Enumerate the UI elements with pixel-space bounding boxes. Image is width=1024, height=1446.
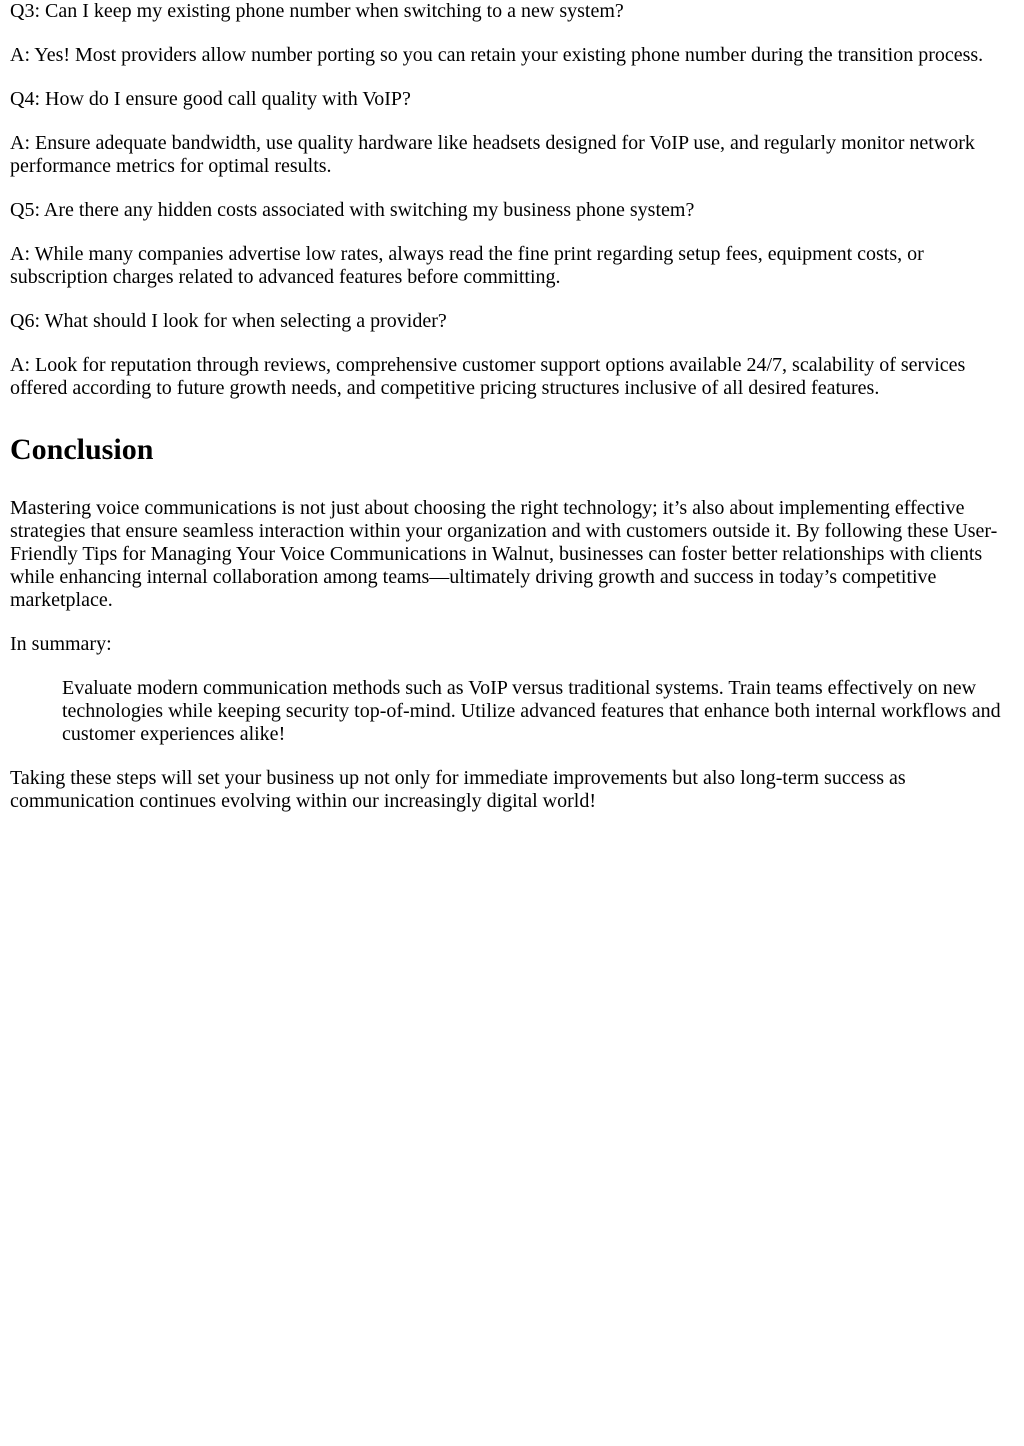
faq-question-3: Q3: Can I keep my existing phone number when switching to a new system? xyxy=(10,0,624,22)
faq-answer-4: A: Ensure adequate bandwidth, use quality hardware like headsets designed for VoIP use, and regularly monitor network performance metrics for optimal results. xyxy=(10,132,975,177)
conclusion-closing: Taking these steps will set your business up not only for immediate improvements but also long-term success as communication continues evolving within our increasingly digital world! xyxy=(10,767,906,812)
faq-answer-5: A: While many companies advertise low rates, always read the fine print regarding setup fees, equipment costs, or subscription charges related to advanced features before committing. xyxy=(10,243,924,288)
faq-question-5: Q5: Are there any hidden costs associated with switching my business phone system? xyxy=(10,199,695,221)
summary-blockquote: Evaluate modern communication methods such as VoIP versus traditional systems. Train teams effectively on new technologies while keeping security top-of-mind. Utilize advanced features that enhance both internal workflows and customer experiences alike! xyxy=(62,677,1001,745)
faq-question-6: Q6: What should I look for when selecting a provider? xyxy=(10,310,447,332)
faq-answer-3: A: Yes! Most providers allow number porting so you can retain your existing phone number during the transition process. xyxy=(10,44,984,66)
conclusion-intro: Mastering voice communications is not just about choosing the right technology; it’s also about implementing effective strategies that ensure seamless interaction within your organization and with customers outside it. By following these User-Friendly Tips for Managing Your Voice Communications in Walnut, businesses can foster better relationships with clients while enhancing internal collaboration among teams—ultimately driving growth and success in today’s competitive marketplace. xyxy=(10,497,998,611)
faq-question-4: Q4: How do I ensure good call quality with VoIP? xyxy=(10,88,411,110)
conclusion-heading: Conclusion xyxy=(10,433,154,466)
summary-label: In summary: xyxy=(10,633,112,655)
faq-answer-6: A: Look for reputation through reviews, comprehensive customer support options available 24/7, scalability of services offered according to future growth needs, and competitive pricing structures inclusive of all desired features. xyxy=(10,354,966,399)
